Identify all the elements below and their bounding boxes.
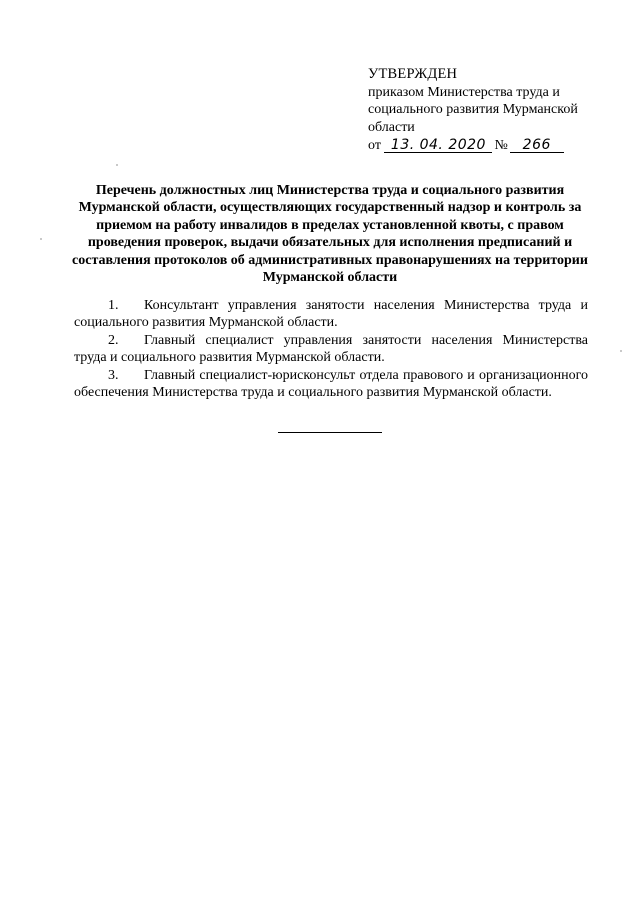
list-item — [74, 367, 588, 402]
scan-speck — [116, 164, 118, 166]
list-item-number: 1. — [108, 298, 119, 313]
list-item-number: 3. — [108, 367, 119, 383]
approval-block — [368, 66, 600, 155]
approval-title: УТВЕРЖДЕН — [368, 66, 458, 82]
list-item-text: Главный специалист-юрисконсульт отдела правового и организационного обеспечения Министерства труда и социального развития Мурманской области. — [74, 367, 588, 401]
closing-divider — [278, 432, 382, 433]
approval-date-row — [368, 137, 600, 155]
list-item — [74, 332, 588, 367]
handwritten-number: 266 — [510, 138, 564, 153]
handwritten-date: 13. 04. 2020 — [384, 138, 492, 153]
list-item-text: Консультант управления занятости населения Министерства труда и социального развития Мурманской области. — [74, 298, 588, 331]
list-item — [74, 297, 588, 332]
approval-line-2: социального развития Мурманской — [368, 102, 578, 117]
approval-line-3: области — [368, 119, 415, 135]
list-item-number: 2. — [108, 332, 119, 348]
positions-list — [74, 297, 588, 401]
document-heading: Перечень должностных лиц Министерства труда и социального развития Мурманской области, осуществляющих государственный надзор и контроль за приемом на работу инвалидов в пределах установленной квоты, с правом проведения проверок, выдачи обязательных для исполнения предписаний и составления протоколов об административных правонарушениях на территории Мурманской области — [72, 183, 588, 286]
scan-speck — [620, 350, 622, 352]
date-prefix: от — [368, 138, 381, 153]
list-item-text: Главный специалист управления занятости населения Министерства труда и социального развития Мурманской области. — [74, 332, 588, 366]
approval-line-1: приказом Министерства труда и — [368, 84, 560, 100]
number-prefix: № — [494, 138, 508, 153]
scan-speck — [40, 238, 42, 240]
